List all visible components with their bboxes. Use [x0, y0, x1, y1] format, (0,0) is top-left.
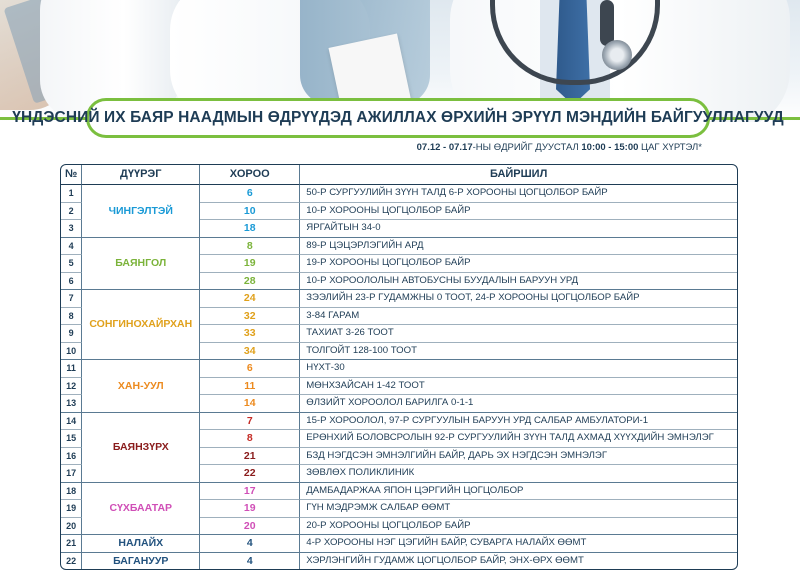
khoroo-cell: 14 [200, 395, 300, 413]
table-row [61, 360, 737, 378]
district-cell: ХАН-УУЛ [82, 360, 200, 413]
location-cell: ЗЭЭЛИЙН 23-Р ГУДАМЖНЫ 0 ТООТ, 24-Р ХОРООНЫ ЦОГЦОЛБОР БАЙР [300, 290, 737, 308]
khoroo-cell: 8 [200, 238, 300, 256]
location-cell: 50-Р СУРГУУЛИЙН ЗҮҮН ТАЛД 6-Р ХОРООНЫ ЦОГЦОЛБОР БАЙР [300, 185, 737, 203]
district-cell: БАГАНУУР [82, 553, 200, 570]
location-cell: ГҮН МЭДРЭМЖ САЛБАР ӨӨМТ [300, 500, 737, 518]
row-num: 9 [61, 325, 82, 343]
district-cell: БАЯНЗҮРХ [82, 413, 200, 483]
khoroo-cell: 20 [200, 518, 300, 536]
table-header-row [61, 165, 737, 185]
title-banner [12, 98, 784, 138]
row-num: 21 [61, 535, 82, 553]
location-cell: 89-Р ЦЭЦЭРЛЭГИЙН АРД [300, 238, 737, 256]
khoroo-cell: 19 [200, 500, 300, 518]
schedule-mid-text: -НЫ ӨДРИЙГ ДУУСТАЛ [472, 142, 582, 153]
khoroo-cell: 18 [200, 220, 300, 238]
location-cell: ЕРӨНХИЙ БОЛОВСРОЛЫН 92-Р СУРГУУЛИЙН ЗҮҮН ТАЛД АХМАД ХҮҮХДИЙН ЭМНЭЛЭГ [300, 430, 737, 448]
khoroo-cell: 19 [200, 255, 300, 273]
location-cell: 3-84 ГАРАМ [300, 308, 737, 326]
row-num: 7 [61, 290, 82, 308]
location-cell: ЗӨВЛӨХ ПОЛИКЛИНИК [300, 465, 737, 483]
schedule-dates: 07.12 - 07.17 [416, 142, 473, 153]
location-cell: НҮХТ-30 [300, 360, 737, 378]
row-num: 16 [61, 448, 82, 466]
location-cell: 10-Р ХОРООЛОЛЫН АВТОБУСНЫ БУУДАЛЫН БАРУУН УРД [300, 273, 737, 291]
row-num: 17 [61, 465, 82, 483]
location-cell: МӨНХЗАЙСАН 1-42 ТООТ [300, 378, 737, 396]
location-cell: ЯРГАЙТЫН 34-0 [300, 220, 737, 238]
table-row [61, 535, 737, 553]
row-num: 15 [61, 430, 82, 448]
district-cell: НАЛАЙХ [82, 535, 200, 553]
facilities-table [60, 164, 738, 570]
table-row [61, 290, 737, 308]
row-num: 22 [61, 553, 82, 570]
khoroo-cell: 4 [200, 553, 300, 570]
location-cell: ХЭРЛЭНГИЙН ГУДАМЖ ЦОГЦОЛБОР БАЙР, ЭНХ-ӨРХ ӨӨМТ [306, 554, 584, 566]
row-num: 1 [61, 185, 82, 203]
page-title: ҮНДЭСНИЙ ИХ БАЯР НААДМЫН ӨДРҮҮДЭД АЖИЛЛАХ ӨРХИЙН ЭРҮҮЛ МЭНДИЙН БАЙГУУЛЛАГУУД [12, 109, 784, 126]
table-row [61, 553, 737, 570]
khoroo-cell: 8 [200, 430, 300, 448]
khoroo-cell: 4 [200, 535, 300, 553]
table-row [61, 413, 737, 431]
khoroo-cell: 33 [200, 325, 300, 343]
location-cell: БЗД НЭГДСЭН ЭМНЭЛГИЙН БАЙР, ДАРЬ ЭХ НЭГДСЭН ЭМНЭЛЭГ [300, 448, 737, 466]
district-cell: БАЯНГОЛ [82, 238, 200, 291]
khoroo-cell: 32 [200, 308, 300, 326]
location-cell: 15-Р ХОРООЛОЛ, 97-Р СУРГУУЛЫН БАРУУН УРД САЛБАР АМБУЛАТОРИ-1 [300, 413, 737, 431]
schedule-note [417, 142, 702, 153]
location-cell: 4-Р ХОРООНЫ НЭГ ЦЭГИЙН БАЙР, СУВАРГА НАЛАЙХ ӨӨМТ [300, 535, 737, 553]
table-row [61, 238, 737, 256]
district-cell: ЧИНГЭЛТЭЙ [82, 185, 200, 238]
khoroo-cell: 6 [200, 185, 300, 203]
location-cell: ӨЛЗИЙТ ХОРООЛОЛ БАРИЛГА 0-1-1 [300, 395, 737, 413]
location-cell: ДАМБАДАРЖАА ЯПОН ЦЭРГИЙН ЦОГЦОЛБОР [300, 483, 737, 501]
row-num: 13 [61, 395, 82, 413]
row-num: 14 [61, 413, 82, 431]
khoroo-cell: 34 [200, 343, 300, 361]
khoroo-cell: 6 [200, 360, 300, 378]
khoroo-cell: 17 [200, 483, 300, 501]
row-num: 5 [61, 255, 82, 273]
row-num: 12 [61, 378, 82, 396]
location-cell: ТОЛГОЙТ 128-100 ТООТ [300, 343, 737, 361]
khoroo-cell: 11 [200, 378, 300, 396]
schedule-end-text: ЦАГ ХҮРТЭЛ* [638, 142, 702, 153]
header-khoroo: ХОРОО [200, 165, 300, 185]
khoroo-cell: 10 [200, 203, 300, 221]
row-num: 20 [61, 518, 82, 536]
row-num: 10 [61, 343, 82, 361]
khoroo-cell: 22 [200, 465, 300, 483]
district-cell: СҮХБААТАР [82, 483, 200, 536]
khoroo-cell: 28 [200, 273, 300, 291]
header-location: БАЙРШИЛ [300, 165, 737, 185]
district-cell: СОНГИНОХАЙРХАН [82, 290, 200, 360]
location-cell: 20-Р ХОРООНЫ ЦОГЦОЛБОР БАЙР [300, 518, 737, 536]
row-num: 19 [61, 500, 82, 518]
location-cell: 10-Р ХОРООНЫ ЦОГЦОЛБОР БАЙР [300, 203, 737, 221]
table-row [61, 185, 737, 203]
khoroo-cell: 24 [200, 290, 300, 308]
table-row [61, 483, 737, 501]
row-num: 3 [61, 220, 82, 238]
row-num: 18 [61, 483, 82, 501]
schedule-hours: 10:00 - 15:00 [581, 142, 639, 153]
header-num: № [61, 165, 82, 185]
khoroo-cell: 21 [200, 448, 300, 466]
row-num: 2 [61, 203, 82, 221]
khoroo-cell: 7 [200, 413, 300, 431]
header-district: ДҮҮРЭГ [82, 165, 200, 185]
location-cell: ТАХИАТ 3-26 ТООТ [300, 325, 737, 343]
row-num: 8 [61, 308, 82, 326]
row-num: 6 [61, 273, 82, 291]
row-num: 11 [61, 360, 82, 378]
row-num: 4 [61, 238, 82, 256]
location-cell: 19-Р ХОРООНЫ ЦОГЦОЛБОР БАЙР [300, 255, 737, 273]
